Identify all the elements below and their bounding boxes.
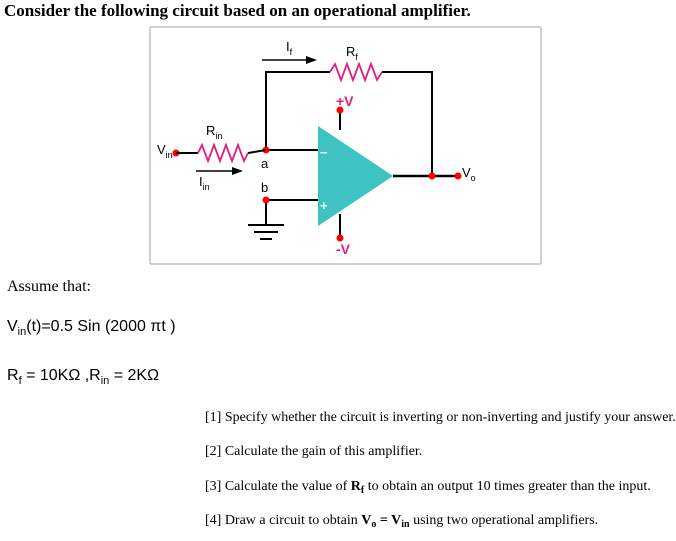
opamp-minus-sign: − xyxy=(320,145,328,160)
rf-resistor xyxy=(330,64,382,80)
iin-arrowhead xyxy=(232,167,243,175)
resistor-values: $R_f = 10K\Omega$ $,R_{in} = 2K\Omega$ xyxy=(7,367,160,387)
if-label: $I_f$ xyxy=(286,39,293,57)
question-4: [4] Draw a circuit to obtain $V_o = V_{in}$ using two operational amplifiers. xyxy=(205,513,599,530)
ground-symbol xyxy=(248,225,284,239)
iin-label: $I_{in}$ xyxy=(199,174,210,192)
rf-label: $R_f$ xyxy=(346,44,358,62)
rin-label: $R_{in}$ xyxy=(206,123,223,141)
question-1: [1] Specify whether the circuit is inverting or non-inverting and justify your answer. xyxy=(205,410,676,425)
node-b-dot xyxy=(263,197,270,204)
page-title: Consider the following circuit based on an operational amplifier. xyxy=(4,1,471,20)
feedback-return-wire xyxy=(382,72,432,177)
vin-label: $V_{in}$ xyxy=(157,142,173,160)
circuit-diagram xyxy=(0,0,551,270)
node-a-label: a xyxy=(261,156,269,171)
opamp-triangle xyxy=(318,126,393,226)
rin-resistor xyxy=(198,145,248,161)
noninverting-input-wire xyxy=(266,200,318,225)
question-2: [2] Calculate the gain of this amplifier. xyxy=(205,444,423,459)
vin-equation: $V_{in}(t)=0.5$ Sin (2000 πt ) xyxy=(7,318,176,338)
vo-label: $V_o$ xyxy=(462,165,476,183)
opamp-plus-sign: + xyxy=(320,198,328,213)
vplus-label: +V xyxy=(336,93,354,109)
if-arrowhead xyxy=(306,56,317,64)
vminus-label: -V xyxy=(336,241,350,257)
assume-label: Assume that: xyxy=(7,278,91,295)
output-junction xyxy=(429,173,436,180)
question-3: [3] Calculate the value of $R_f$ to obtain an output 10 times greater than the input. xyxy=(205,479,651,496)
node-b-label: b xyxy=(261,180,269,195)
vo-node xyxy=(455,173,462,180)
